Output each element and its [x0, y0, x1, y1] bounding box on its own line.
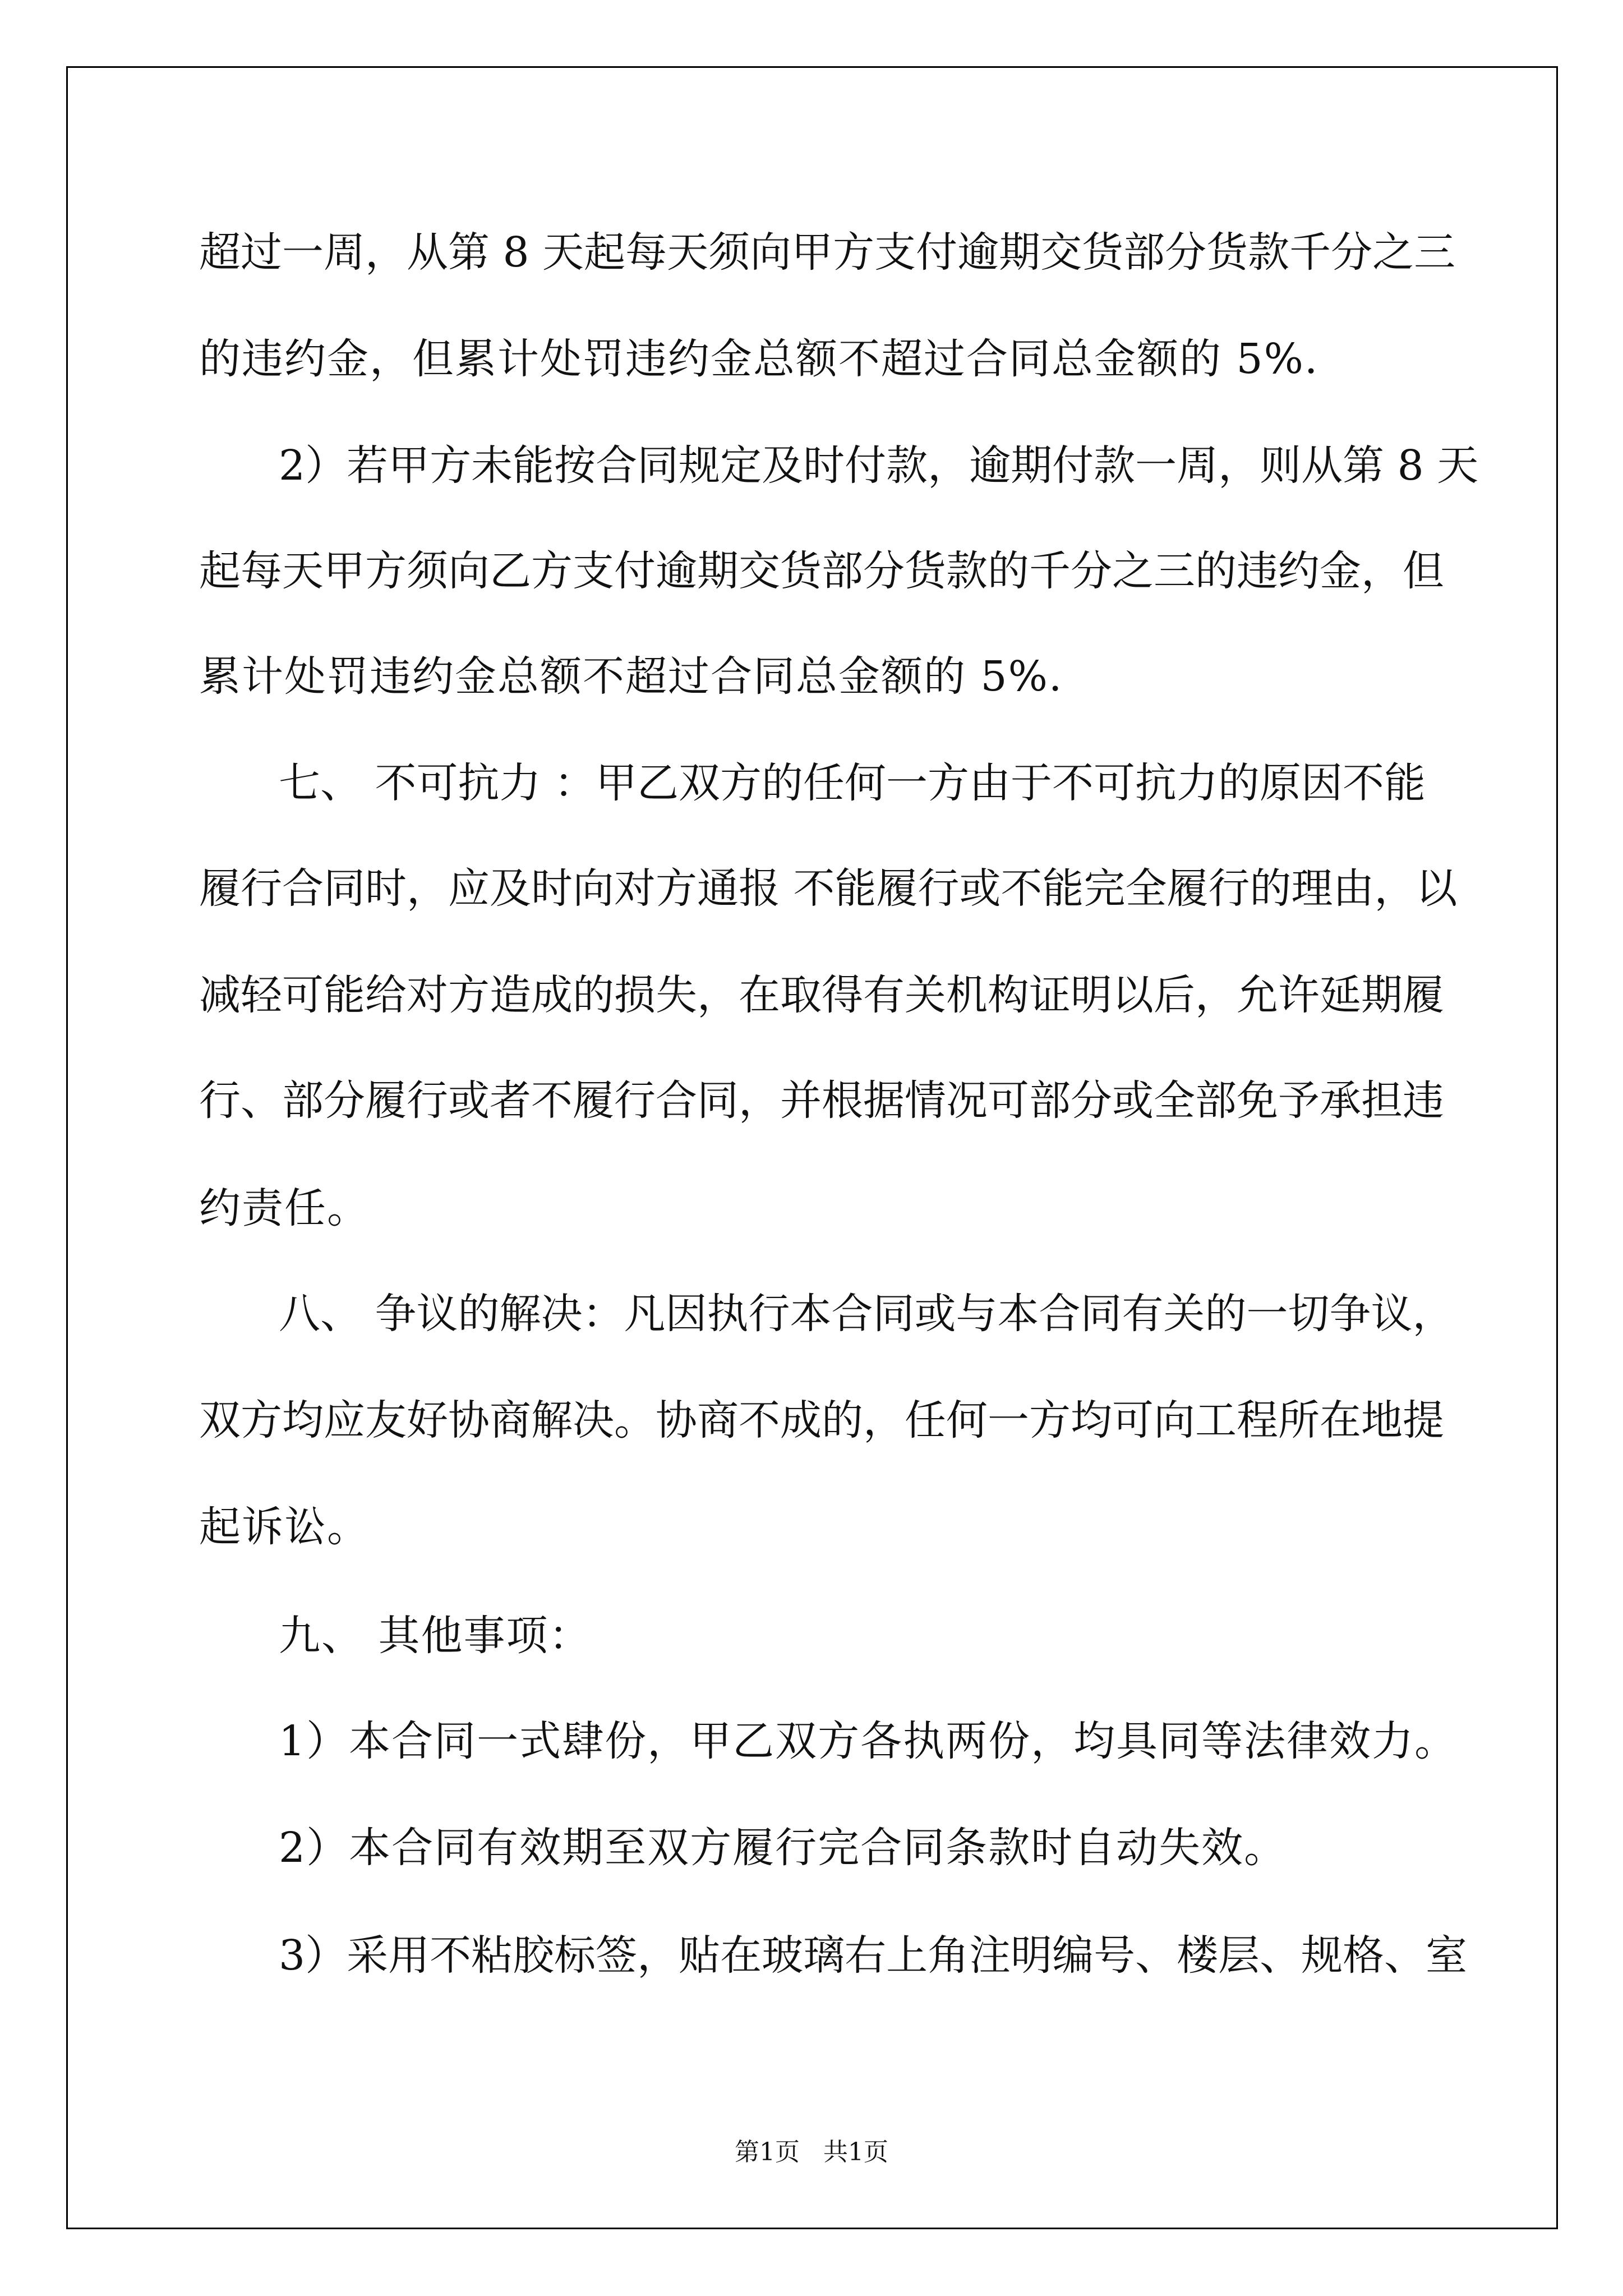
text-line: 约责任。 [199, 1184, 370, 1232]
text-line: 3）采用不粘胶标签，贴在玻璃右上角注明编号、楼层、规格、室 [279, 1931, 1468, 1980]
text-line: 履行合同时，应及时向对方通报 不能履行或不能完全履行的理由，以 [199, 864, 1458, 913]
page-count: 共1页 [823, 2138, 888, 2166]
page-footer [0, 2132, 1623, 2168]
text-line: 八、 争议的解决：凡因执行本合同或与本合同有关的一切争议， [279, 1290, 1454, 1338]
text-line: 九、 其他事项： [279, 1612, 592, 1660]
text-line: 超过一周，从第 8 天起每天须向甲方支付逾期交货部分货款千分之三 [199, 228, 1456, 277]
text-line: 的违约金，但累计处罚违约金总额不超过合同总金额的 5%. [199, 335, 1319, 383]
text-line: 行、部分履行或者不履行合同，并根据情况可部分或全部免予承担违 [199, 1076, 1444, 1125]
page-number: 第1页 [735, 2138, 800, 2166]
text-line: 双方均应友好协商解决。协商不成的，任何一方均可向工程所在地提 [199, 1396, 1444, 1444]
page-border [66, 66, 1558, 2229]
text-line: 1）本合同一式肆份，甲乙双方各执两份，均具同等法律效力。 [279, 1717, 1458, 1765]
text-line: 2）若甲方未能按合同规定及时付款，逾期付款一周，则从第 8 天 [279, 441, 1479, 490]
text-line: 起每天甲方须向乙方支付逾期交货部分货款的千分之三的违约金，但 [199, 547, 1444, 595]
text-line: 七、 不可抗力 ：甲乙双方的任何一方由于不可抗力的原因不能 [279, 759, 1426, 807]
text-line: 起诉讼。 [199, 1503, 370, 1551]
text-line: 2）本合同有效期至双方履行完合同条款时自动失效。 [279, 1824, 1287, 1872]
text-line: 减轻可能给对方造成的损失，在取得有关机构证明以后，允许延期履 [199, 971, 1444, 1019]
text-line: 累计处罚违约金总额不超过合同总金额的 5%. [199, 652, 1063, 701]
